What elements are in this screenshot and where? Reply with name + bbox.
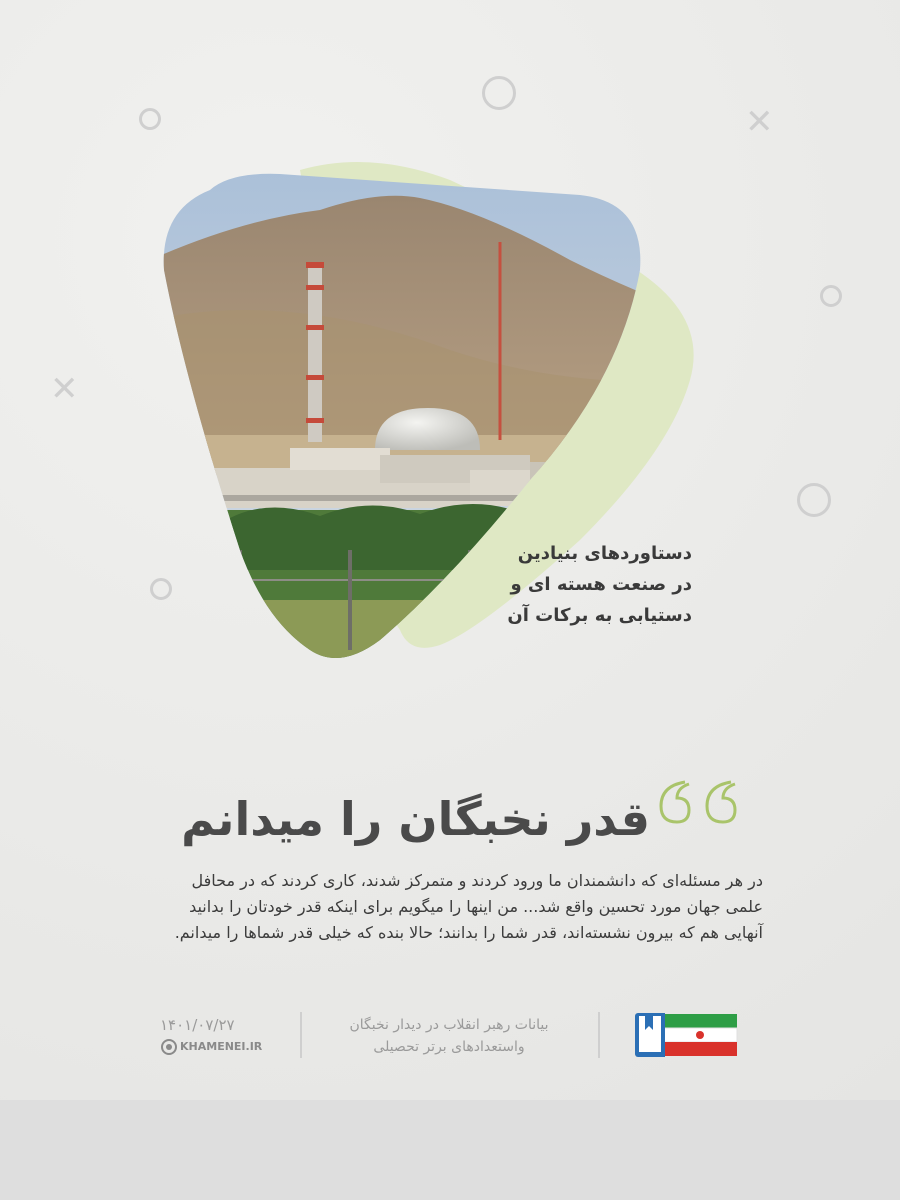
- hero-caption: [452, 538, 692, 631]
- quote-icon: [655, 778, 750, 843]
- quote-line: در هر مسئله‌ای که دانشمندان ما ورود کردند و متمرکز شدند، کاری کردند که در محافل: [191, 871, 763, 890]
- decor-cross-icon: ✕: [745, 102, 774, 142]
- quote-line: آنهایی هم که بیرون نشسته‌اند، قدر شما را بدانند؛ حالا بنده که خیلی قدر شماها را میدانم.: [174, 923, 763, 942]
- decor-circle: [797, 483, 831, 517]
- footer-divider: [598, 1012, 600, 1058]
- decor-cross-icon: ✕: [50, 369, 79, 409]
- source-line: بیانات رهبر انقلاب در دیدار نخبگان: [349, 1017, 549, 1033]
- footer-divider: [300, 1012, 302, 1058]
- site-badge: [160, 1037, 275, 1059]
- bottom-band: [0, 1100, 900, 1200]
- date-label: ۱۴۰۱/۰۷/۲۷: [160, 1016, 235, 1034]
- source-line: واستعدادهای برتر تحصیلی: [373, 1039, 525, 1055]
- caption-line: دستیابی به برکات آن: [507, 605, 692, 626]
- book-flag-icon: [633, 1010, 741, 1060]
- caption-line: در صنعت هسته ای و: [510, 574, 692, 595]
- site-label: KHAMENEI.IR: [180, 1040, 263, 1053]
- decor-circle: [820, 285, 842, 307]
- quote-line: علمی جهان مورد تحسین واقع شد... من اینها را میگویم برای اینکه قدر خودتان را بدانید: [189, 897, 763, 916]
- source-note: [318, 1014, 580, 1058]
- quote-body: [138, 868, 763, 946]
- headline: قدر نخبگان را میدانم: [181, 792, 650, 846]
- decor-circle: [139, 108, 161, 130]
- site-logo-icon: [160, 1038, 178, 1056]
- caption-line: دستاوردهای بنیادین: [517, 543, 692, 564]
- decor-circle: [482, 76, 516, 110]
